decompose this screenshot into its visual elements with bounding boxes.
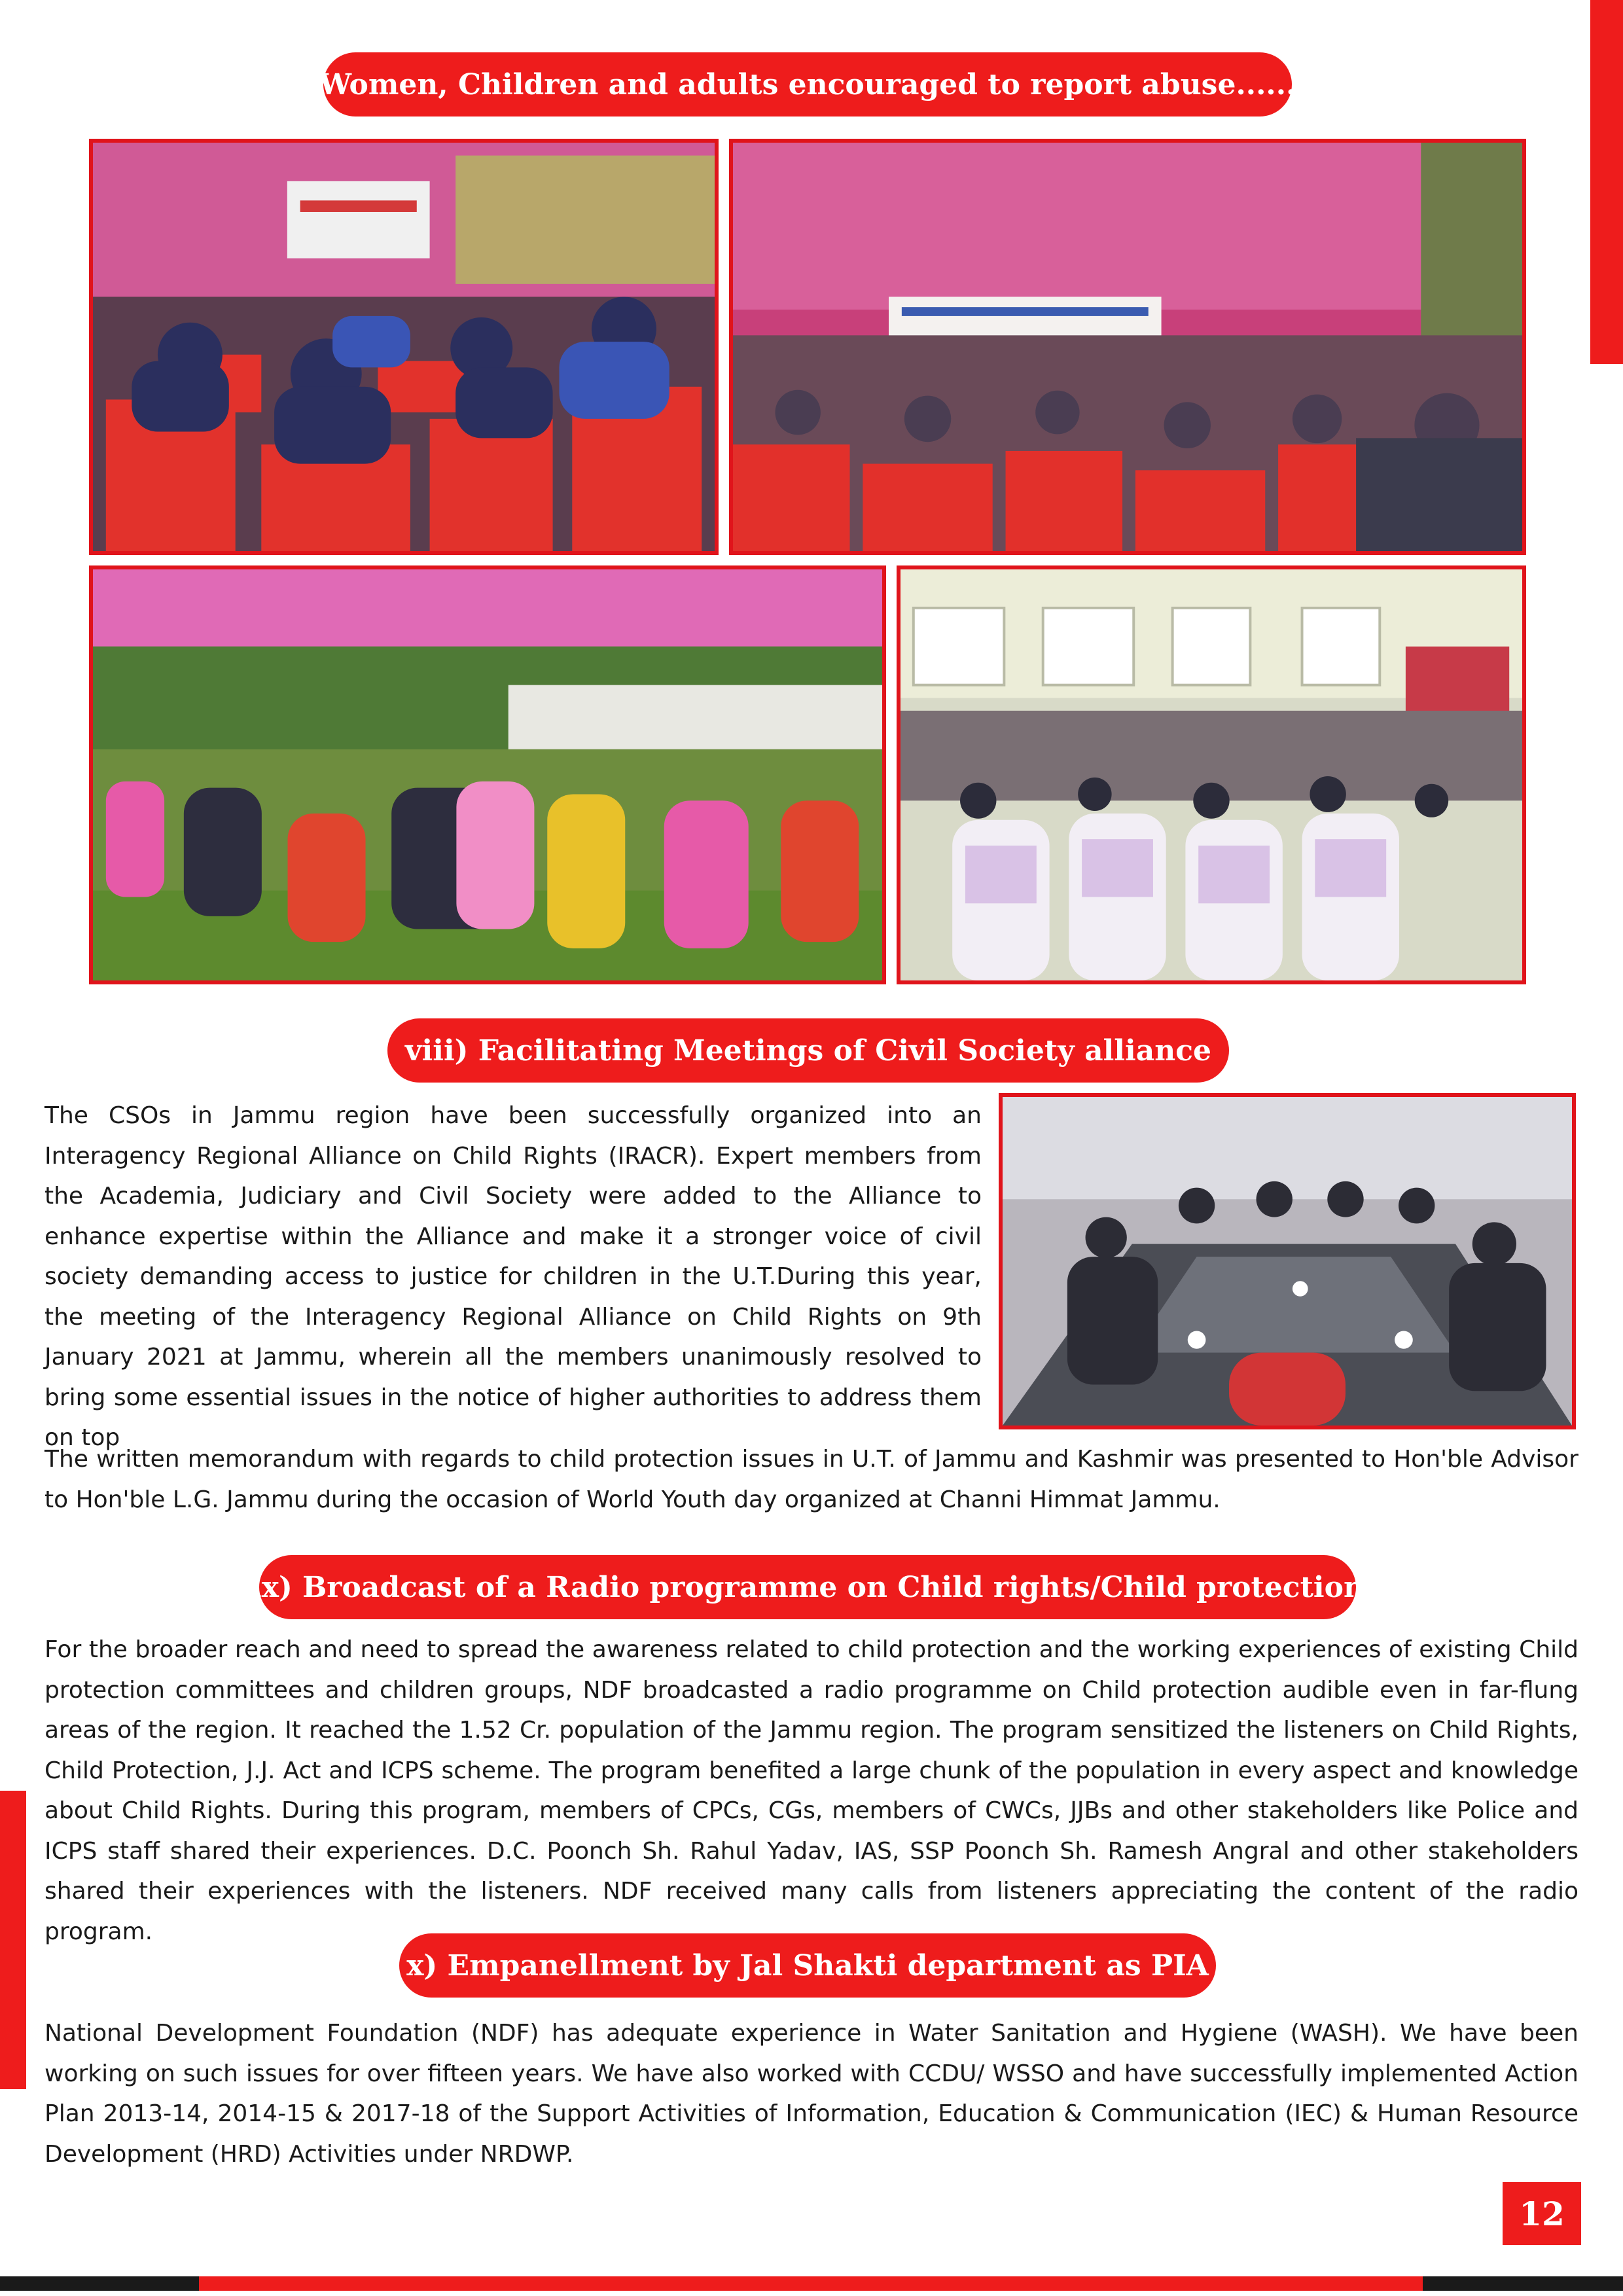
right-accent-bar xyxy=(1590,0,1623,364)
section-title-report-abuse: Women, Children and adults encouraged to report abuse...... xyxy=(323,52,1292,117)
section-title-x: x) Empanellment by Jal Shakti department as PIA xyxy=(399,1933,1216,1998)
section-title-viii: viii) Facilitating Meetings of Civil Society alliance xyxy=(387,1018,1229,1083)
photo-alliance-meeting xyxy=(999,1093,1576,1429)
footer-red-stripe xyxy=(199,2276,1423,2291)
section-title-ix: ix) Broadcast of a Radio programme on Child rights/Child protection xyxy=(259,1555,1356,1619)
section-viii-paragraph-1: The CSOs in Jammu region have been successfully organized into an Interagency Regional Alliance on Child Rights (IRACR). Expert members from the Academia, Judiciary and Civil Society were added to the Alliance to enhance expertise within the Alliance and make it a stronger voice of civil society demanding access to justice for children in the U.T.During this year, the meeting of the Interagency Regional Alliance on Child Rights on 9th January 2021 at Jammu, wherein all the members unanimously resolved to bring some essential issues in the notice of higher authorities to address them on top xyxy=(45,1102,982,1451)
photo-students-tent-closeup xyxy=(89,139,719,555)
section-viii-paragraph-2: The written memorandum with regards to child protection issues in U.T. of Jammu and Kashmir was presented to Hon'ble Advisor to Hon'ble L.G. Jammu during the occasion of World Youth day organized at Channi Himmat Jammu. xyxy=(45,1446,1578,1513)
section-x-paragraph: National Development Foundation (NDF) has adequate experience in Water Sanitation and Hygiene (WASH). We have been working on such issues for over fifteen years. We have also worked with CCDU/ WSSO and have successfully implemented Action Plan 2013-14, 2014-15 & 2017-18 of the Support Activities of Information, Education & Communication (IEC) & Human Resource Development (HRD) Activities under NRDWP. xyxy=(45,2020,1578,2168)
page-number: 12 xyxy=(1503,2182,1581,2245)
section-ix-paragraph: For the broader reach and need to spread the awareness related to child protection and the working experiences of existing Child protection committees and children groups, NDF broadcasted a radio programme on Child protection audible even in far-flung areas of the region. It reached the 1.52 Cr. population of the Jammu region. The program sensitized the listeners on Child Rights, Child Protection, J.J. Act and ICPS scheme. The program benefited a large chunk of the population in every aspect and knowledge about Child Rights. During this program, members of CPCs, CGs, members of CWCs, JJBs and other stakeholders like Police and ICPS staff shared their experiences. D.C. Poonch Sh. Rahul Yadav, IAS, SSP Poonch Sh. Ramesh Angral and other stakeholders shared their experiences with the listeners. NDF received many calls from listeners appreciating the content of the radio program. xyxy=(45,1636,1578,1945)
photo-audience-pink-tent xyxy=(729,139,1526,555)
photo-students-hall xyxy=(897,565,1526,984)
left-accent-bar xyxy=(0,1791,26,2089)
photo-women-outdoor-meeting xyxy=(89,565,886,984)
